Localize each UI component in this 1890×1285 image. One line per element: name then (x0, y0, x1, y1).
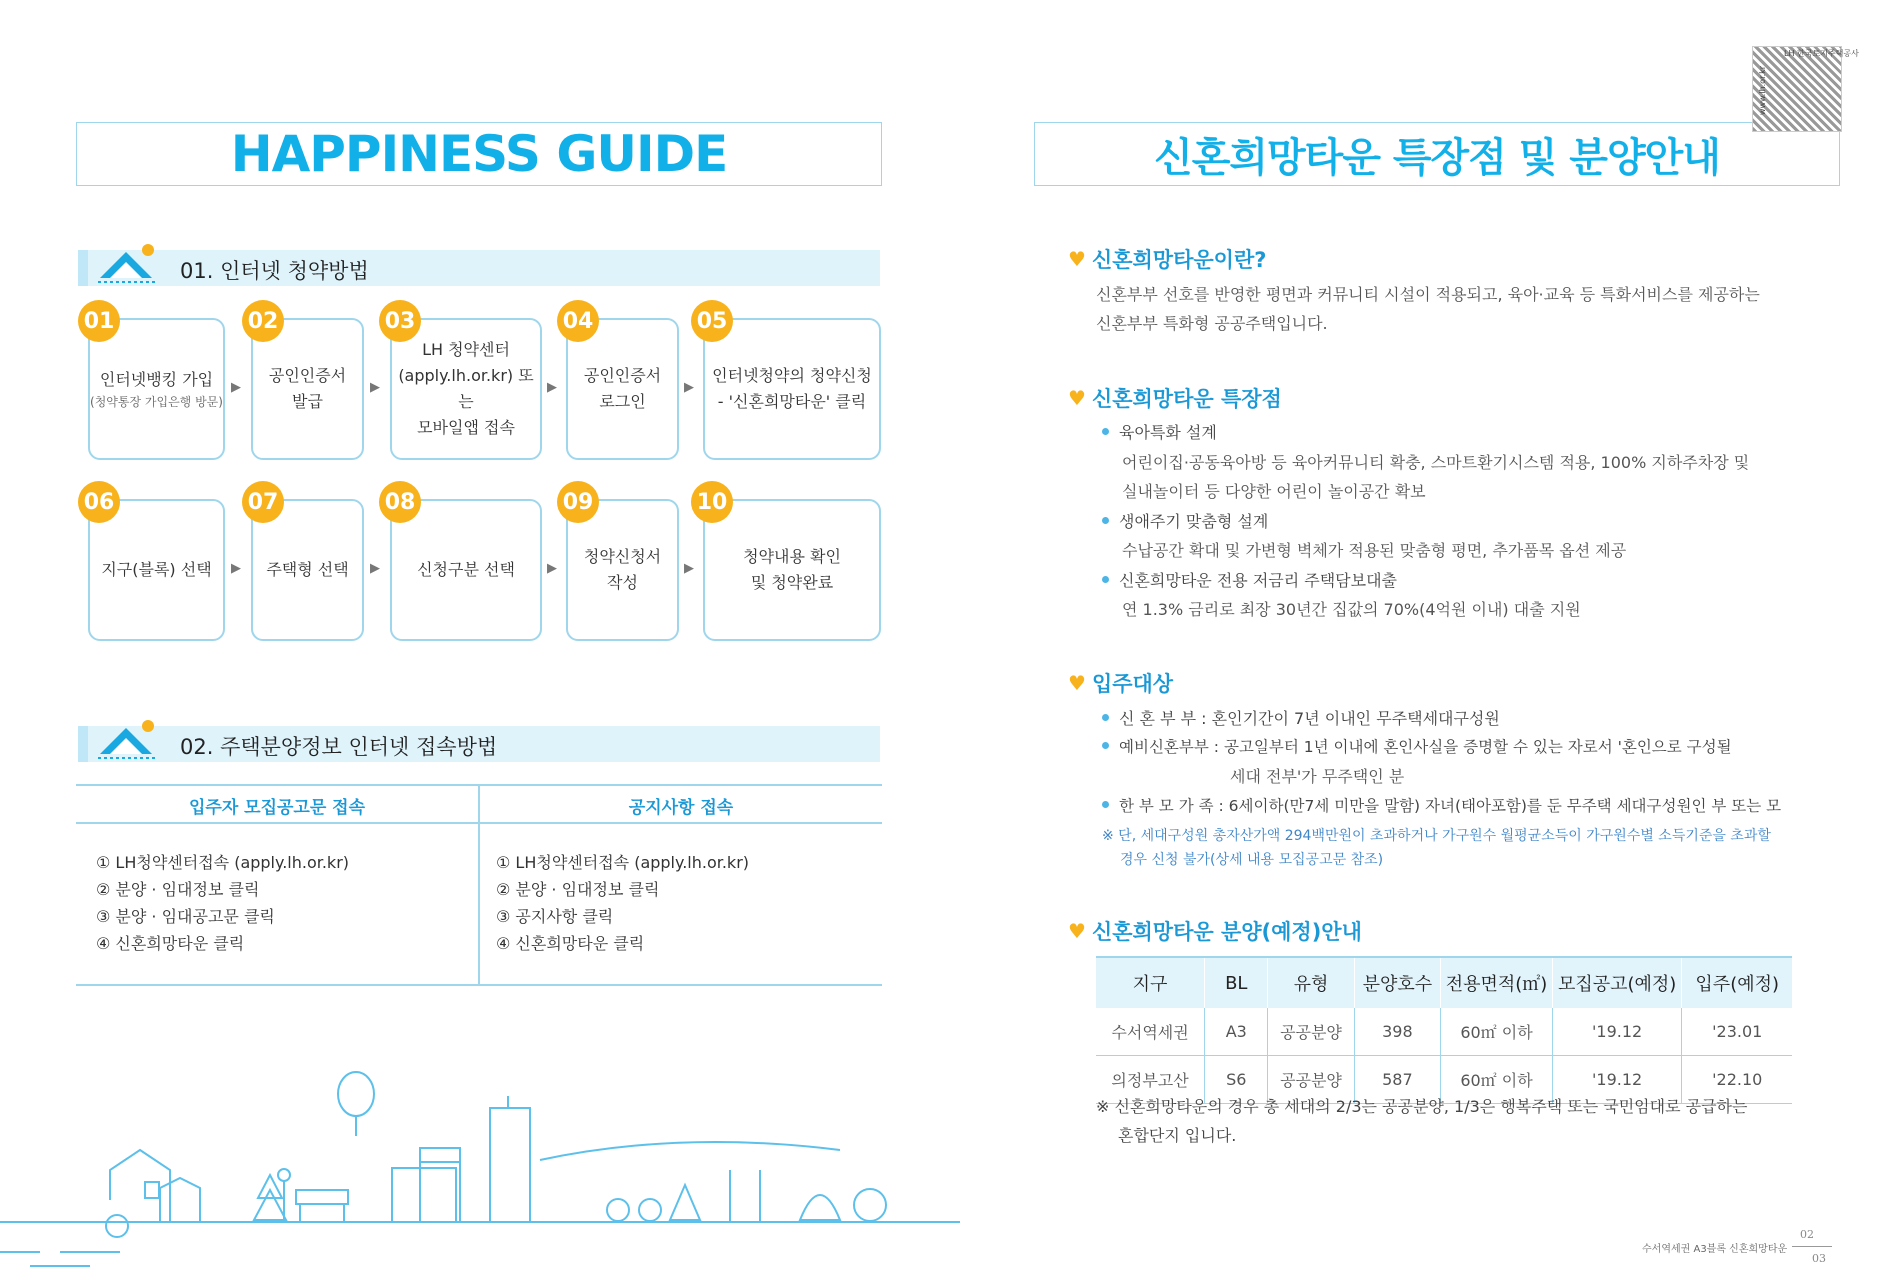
eligibility-label: 신 혼 부 부 : (1119, 709, 1207, 728)
step-text: 청약신청서 (583, 547, 662, 566)
eligibility-text: 혼인기간이 7년 이내인 무주택세대구성원 (1211, 709, 1500, 728)
access-col1-item: ① LH청약센터접속 (apply.lh.or.kr) (96, 853, 350, 872)
arrow-right-icon: ▶ (547, 380, 557, 395)
table-cell: S6 (1205, 1056, 1268, 1104)
eligibility-text-cont: 세대 전부'가 무주택인 분 (1230, 767, 1405, 786)
step-text: - '신혼희망타운' 클릭 (717, 392, 867, 411)
step-text: 지구(블록) 선택 (101, 560, 212, 579)
step-badge-06: 06 (78, 481, 120, 523)
eligibility-item (1102, 704, 1500, 733)
table-cell: 587 (1354, 1056, 1441, 1104)
eligibility-note1: ※ 단, 세대구성원 총자산가액 294백만원이 초과하거나 가구원수 월평균소득이 가구원수별 소득기준을 초과할 (1102, 828, 1771, 844)
table-cell: 의정부고산 (1096, 1056, 1205, 1104)
feature-title-text: 신혼희망타운 전용 저금리 주택담보대출 (1119, 571, 1398, 590)
feature-desc: 수납공간 확대 및 가변형 벽체가 적용된 맞춤형 평면, 추가품목 옵션 제공 (1122, 541, 1627, 560)
arrow-right-icon: ▶ (370, 380, 380, 395)
table-cell: 공공분양 (1268, 1008, 1354, 1056)
step-text: 모바일앱 접속 (417, 418, 515, 437)
left-page-title: HAPPINESS GUIDE (230, 125, 728, 183)
heart-icon: ♥ (1068, 919, 1086, 943)
access-col1-item: ④ 신혼희망타운 클릭 (96, 934, 245, 953)
step-card-08 (390, 499, 542, 641)
what-line2: 신혼부부 특화형 공공주택입니다. (1096, 314, 1328, 333)
bullet-icon (1102, 714, 1109, 721)
feature-title-text: 육아특화 설계 (1119, 423, 1217, 442)
step-text: 인터넷뱅킹 가입 (99, 370, 214, 389)
feature-desc: 연 1.3% 금리로 최장 30년간 집값의 70%(4억원 이내) 대출 지원 (1122, 600, 1581, 619)
schedule-header-row (1096, 957, 1792, 1008)
access-col2-item: ① LH청약센터접속 (apply.lh.or.kr) (496, 853, 750, 872)
access-col1-item: ③ 분양 · 임대공고문 클릭 (96, 907, 275, 926)
access-col1-item: ② 분양 · 임대정보 클릭 (96, 880, 260, 899)
page-number-top: 02 (1800, 1228, 1814, 1241)
right-title-box (1034, 122, 1840, 186)
schedule-header-cell: 지구 (1096, 957, 1205, 1008)
feature-desc: 실내놀이터 등 다양한 어린이 놀이공간 확보 (1122, 482, 1426, 501)
schedule-header-cell: 분양호수 (1354, 957, 1441, 1008)
access-table-bottom-rule (76, 984, 882, 986)
step-text: 작성 (607, 573, 638, 592)
eligibility-item (1102, 733, 1732, 762)
step-text: 로그인 (599, 392, 646, 411)
feature-title-text: 생애주기 맞춤형 설계 (1119, 512, 1269, 531)
feature-item-title (1102, 566, 1397, 595)
schedule-header-cell: BL (1205, 957, 1268, 1008)
table-row (1096, 1008, 1792, 1056)
step-text: 인터넷청약의 청약신청 (712, 366, 872, 385)
bullet-icon (1102, 801, 1109, 808)
eligibility-label: 한 부 모 가 족 : (1119, 797, 1224, 815)
page-number-bottom: 03 (1812, 1252, 1826, 1265)
eligibility-label: 예비신혼부부 : (1119, 738, 1219, 756)
page-number-rule (1792, 1246, 1832, 1247)
eligibility-heading (1068, 668, 1173, 698)
step-card-05 (703, 318, 881, 460)
step-badge-10: 10 (691, 481, 733, 523)
step-text: 주택형 선택 (266, 560, 349, 579)
town-illustration (0, 1070, 960, 1285)
step-card-03 (390, 318, 542, 460)
step-text: LH 청약센터 (422, 340, 510, 359)
schedule-note2: 혼합단지 입니다. (1118, 1126, 1237, 1145)
schedule-heading-text: 신혼희망타운 분양(예정)안내 (1091, 920, 1362, 944)
step-card-10 (703, 499, 881, 641)
access-col2-item: ③ 공지사항 클릭 (496, 907, 614, 926)
schedule-table (1096, 956, 1792, 1104)
step-subtext: (청약통장 가입은행 방문) (90, 395, 223, 409)
step-badge-09: 09 (557, 481, 599, 523)
table-cell: 공공분양 (1268, 1056, 1354, 1104)
table-cell: '19.12 (1552, 1008, 1682, 1056)
table-cell: '19.12 (1552, 1056, 1682, 1104)
step-badge-08: 08 (379, 481, 421, 523)
qr-side-text: www.lh.or.kr (1758, 65, 1768, 116)
qr-caption: LH 한국토지주택공사 (1784, 49, 1859, 58)
feature-item-title (1102, 418, 1217, 447)
schedule-header-cell: 모집공고(예정) (1552, 957, 1682, 1008)
table-cell: 60㎡ 이하 (1441, 1056, 1553, 1104)
access-col1-head: 입주자 모집공고문 접속 (188, 798, 366, 818)
table-cell: '22.10 (1682, 1056, 1792, 1104)
step-text: (apply.lh.or.kr) 또는 (398, 366, 534, 411)
step-badge-07: 07 (242, 481, 284, 523)
feature-item-title (1102, 507, 1268, 536)
bullet-icon (1102, 576, 1109, 583)
access-col2-item: ④ 신혼희망타운 클릭 (496, 934, 645, 953)
bullet-icon (1102, 517, 1109, 524)
eligibility-text: 6세이하(만7세 미만을 말함) 자녀(태아포함)를 둔 무주택 세대구성원인 부 또는 모 (1228, 797, 1782, 815)
house-icon (96, 242, 158, 286)
step-text: 신청구분 선택 (417, 560, 515, 579)
heart-icon: ♥ (1068, 671, 1086, 695)
arrow-right-icon: ▶ (231, 380, 241, 395)
schedule-header-cell: 전용면적(㎡) (1441, 957, 1553, 1008)
step-text: 공인인증서 (583, 366, 662, 385)
step-badge-03: 03 (379, 300, 421, 342)
section2-label: 02. 주택분양정보 인터넷 접속방법 (180, 735, 498, 759)
access-col2-item: ② 분양 · 임대정보 클릭 (496, 880, 660, 899)
arrow-right-icon: ▶ (684, 561, 694, 576)
features-heading-text: 신혼희망타운 특장점 (1091, 387, 1282, 411)
eligibility-heading-text: 입주대상 (1091, 672, 1174, 696)
arrow-right-icon: ▶ (684, 380, 694, 395)
schedule-heading (1068, 916, 1362, 946)
schedule-note1: ※ 신혼희망타운의 경우 총 세대의 2/3는 공공분양, 1/3은 행복주택 또는 국민임대로 공급하는 (1096, 1097, 1748, 1116)
access-col2-head: 공지사항 접속 (628, 798, 734, 818)
bullet-icon (1102, 742, 1109, 749)
step-badge-01: 01 (78, 300, 120, 342)
eligibility-note2: 경우 신청 불가(상세 내용 모집공고문 참조) (1120, 852, 1384, 868)
eligibility-text: 공고일부터 1년 이내에 혼인사실을 증명할 수 있는 자로서 '혼인으로 구성될 (1223, 738, 1732, 756)
arrow-right-icon: ▶ (370, 561, 380, 576)
bullet-icon (1102, 428, 1109, 435)
right-page-title: 신혼희망타운 특장점 및 분양안내 (1154, 134, 1720, 181)
table-cell: 398 (1354, 1008, 1441, 1056)
table-cell: A3 (1205, 1008, 1268, 1056)
what-heading (1068, 244, 1266, 274)
table-cell: 수서역세권 (1096, 1008, 1205, 1056)
step-badge-04: 04 (557, 300, 599, 342)
features-heading (1068, 383, 1282, 413)
house-icon (96, 718, 158, 762)
step-badge-02: 02 (242, 300, 284, 342)
heart-icon: ♥ (1068, 247, 1086, 271)
what-line1: 신혼부부 선호를 반영한 평면과 커뮤니티 시설이 적용되고, 육아·교육 등 특화서비스를 제공하는 (1096, 285, 1760, 304)
eligibility-item (1102, 792, 1781, 821)
what-heading-text: 신혼희망타운이란? (1091, 248, 1267, 272)
footer-caption: 수서역세권 A3블록 신혼희망타운 (1642, 1244, 1788, 1255)
step-text: 발급 (292, 392, 323, 411)
arrow-right-icon: ▶ (547, 561, 557, 576)
feature-desc: 어린이집·공동육아방 등 육아커뮤니티 확충, 스마트환기시스템 적용, 100% 지하주차장 및 (1122, 453, 1750, 472)
table-cell: 60㎡ 이하 (1441, 1008, 1553, 1056)
heart-icon: ♥ (1068, 386, 1086, 410)
schedule-header-cell: 유형 (1268, 957, 1354, 1008)
section1-label: 01. 인터넷 청약방법 (180, 259, 369, 283)
left-title-box (76, 122, 882, 186)
step-text: 및 청약완료 (750, 573, 834, 592)
step-text: 청약내용 확인 (743, 547, 841, 566)
table-cell: '23.01 (1682, 1008, 1792, 1056)
step-text: 공인인증서 (268, 366, 347, 385)
arrow-right-icon: ▶ (231, 561, 241, 576)
step-badge-05: 05 (691, 300, 733, 342)
schedule-header-cell: 입주(예정) (1682, 957, 1792, 1008)
